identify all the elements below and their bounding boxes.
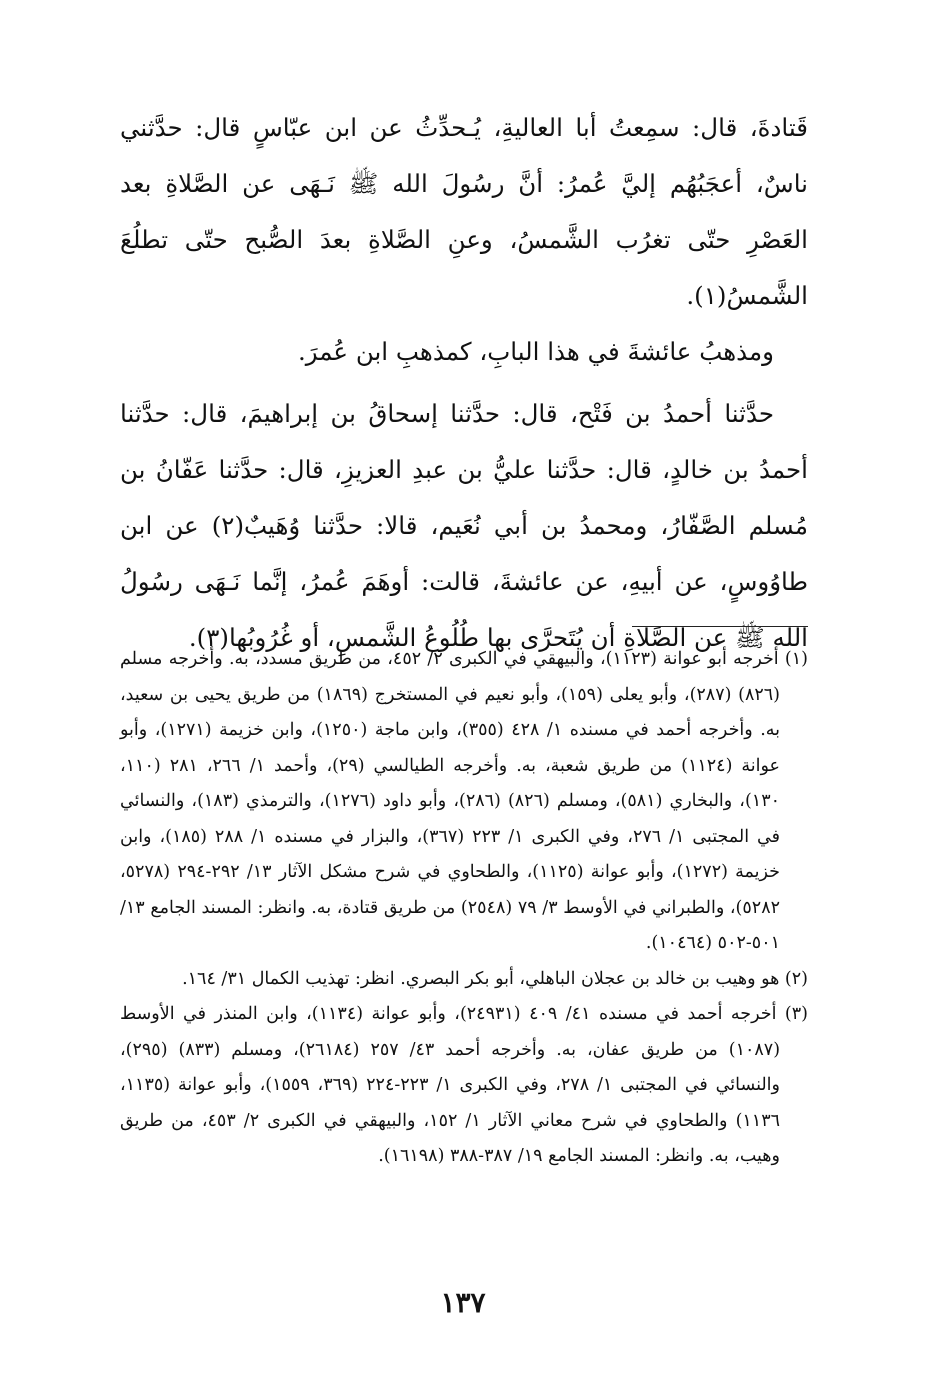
paragraph-aisha-madhhab: ومذهبُ عائشةَ في هذا البابِ، كمذهبِ ابن عُمرَ. (297, 337, 774, 366)
footnote-2: (٢) هو وهيب بن خالد بن عجلان الباهلي، أبو بكر البصري. انظر: تهذيب الكمال ٣١/ ١٦٤. (182, 968, 808, 989)
page-number: ١٣٧ (440, 1286, 486, 1319)
footnote-separator (632, 626, 808, 627)
paragraph-qatada-hadith: قَتادةَ، قال: سمِعتُ أبا العاليةِ، يُـحدِّثُ عن ابن عبّاسٍ قال: حدَّثني ناسٌ، أعجَبُهُم إليَّ عُمرُ: أنَّ رسُولَ الله ﷺ نَـهَى عن الصَّلاةِ بعد العَصْرِ حتّى تغرُب الشَّمسُ، وعنِ الصَّلاةِ بعدَ الصُّبح حتّى تطلُعَ الشَّمسُ(١). (120, 113, 808, 310)
paragraph-isnad-aisha: حدَّثنا أحمدُ بن فَتْح، قال: حدَّثنا إسحاقُ بن إبراهيمَ، قال: حدَّثنا أحمدُ بن خالدٍ، قال: حدَّثنا عليُّ بن عبدِ العزيزِ، قال: حدَّثنا عَفّانُ بن مُسلم الصَّفّارُ، ومحمدُ بن أبي نُعَيم، قالا: حدَّثنا وُهَيبٌ(٢) عن ابن طاوُوسٍ، عن أبيهِ، عن عائشةَ، قالت: أوهَمَ عُمرُ، إنَّما نَـهَى رسُولُ الله ﷺ عن الصَّلاةِ أن يُتَحرَّى بها طُلُوعُ الشَّمسِ، أو غُرُوبُها(٣). (120, 399, 808, 652)
footnote-3: (٣) أخرجه أحمد في مسنده ٤١/ ٤٠٩ (٢٤٩٣١)، وأبو عوانة (١١٣٤)، وابن المنذر في الأوسط (١٠٨٧) من طريق عفان، به. وأخرجه أحمد ٤٣/ ٢٥٧ (٢٦١٨٤)، ومسلم (٨٣٣) (٢٩٥)، والنسائي في المجتبى ١/ ٢٧٨، وفي الكبرى ١/ ٢٢٣-٢٢٤ (٣٦٩، ١٥٥٩)، وأبو عوانة (١١٣٥، ١١٣٦) والطحاوي في شرح معاني الآثار ١/ ١٥٢، والبيهقي في الكبرى ٢/ ٤٥٣، من طريق وهيب، به. وانظر: المسند الجامع ١٩/ ٣٨٧-٣٨٨ (١٦١٩٨). (120, 1004, 808, 1166)
footnote-1: (١) أخرجه أبو عوانة (١١٢٣)، والبيهقي في الكبرى ٢/ ٤٥٢، من طريق مسدد، به. وأخرجه مسلم (٨٢٦) (٢٨٧)، وأبو يعلى (١٥٩)، وأبو نعيم في المستخرج (١٨٦٩) من طريق يحيى بن سعيد، به. وأخرجه أحمد في مسنده ١/ ٤٢٨ (٣٥٥)، وابن ماجة (١٢٥٠)، وابن خزيمة (١٢٧١)، وأبو عوانة (١١٢٤) من طريق شعبة، به. وأخرجه الطيالسي (٢٩)، وأحمد ١/ ٢٦٦، ٢٨١ (١١٠، ١٣٠)، والبخاري (٥٨١)، ومسلم (٨٢٦) (٢٨٦)، وأبو داود (١٢٧٦)، والترمذي (١٨٣)، والنسائي في المجتبى ١/ ٢٧٦، وفي الكبرى ١/ ٢٢٣ (٣٦٧)، والبزار في مسنده ١/ ٢٨٨ (١٨٥)، وابن خزيمة (١٢٧٢)، وأبو عوانة (١١٢٥)، والطحاوي في شرح مشكل الآثار ١٣/ ٢٩٢-٢٩٤ (٥٢٧٨، ٥٢٨٢)، والطبراني في الأوسط ٣/ ٧٩ (٢٥٤٨) من طريق قتادة، به. وانظر: المسند الجامع ١٣/ ٥٠١-٥٠٢ (١٠٤٦٤). (120, 649, 808, 953)
main-text (120, 100, 808, 666)
footnotes (120, 642, 808, 1175)
